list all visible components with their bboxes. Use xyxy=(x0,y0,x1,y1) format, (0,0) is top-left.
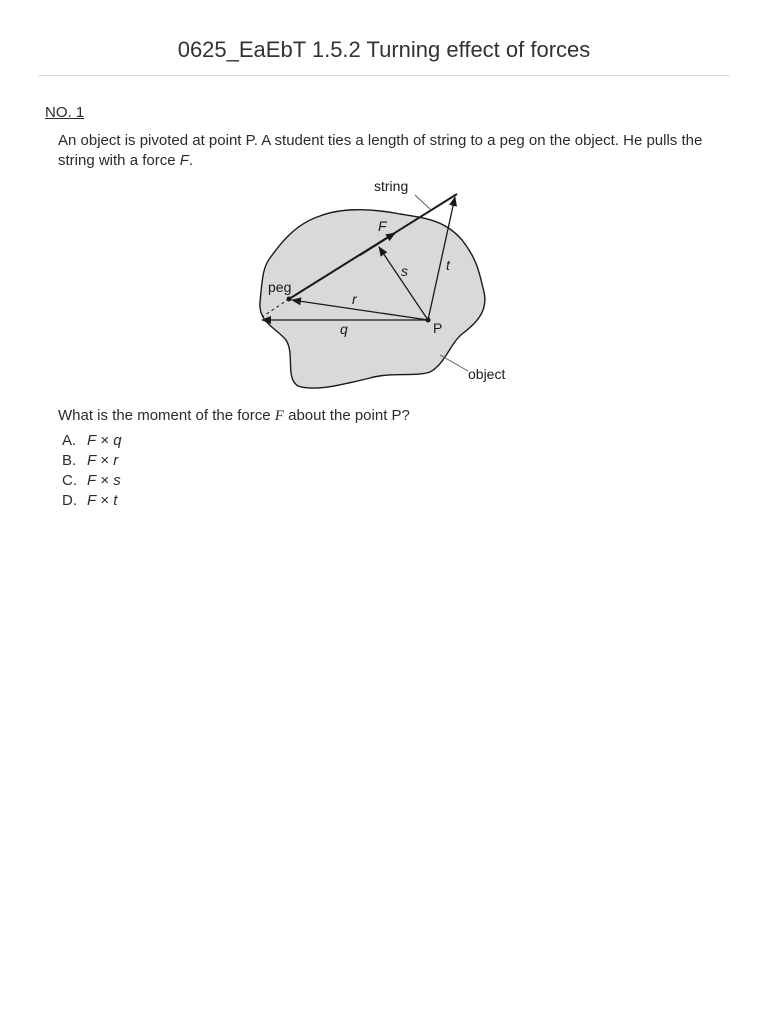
object-label: object xyxy=(468,366,506,382)
option-text xyxy=(87,451,118,471)
answer-options xyxy=(62,431,122,511)
t-label: t xyxy=(446,257,450,273)
option-distance: q xyxy=(113,432,122,449)
question-stem-text: An object is pivoted at point P. A student ties a length of string to a peg on the object. He pulls the string with a force xyxy=(58,132,703,169)
option-letter: C. xyxy=(62,472,77,489)
object-label-pointer xyxy=(440,355,468,371)
option-letter: B. xyxy=(62,452,77,469)
title-divider xyxy=(38,75,730,76)
option-force: F xyxy=(87,432,97,449)
question-stem-end: . xyxy=(188,152,194,169)
option-text xyxy=(87,431,122,451)
option-letter: A. xyxy=(62,432,77,449)
prompt-force: F xyxy=(274,408,284,424)
option-operator: × xyxy=(96,452,114,469)
pivot-point xyxy=(426,318,431,323)
option-distance: s xyxy=(113,472,121,489)
peg-label: peg xyxy=(268,279,292,295)
option-force: F xyxy=(87,492,97,509)
option-d[interactable] xyxy=(62,491,122,511)
option-distance: t xyxy=(113,492,118,509)
pivot-diagram xyxy=(240,172,540,402)
option-c[interactable] xyxy=(62,471,122,491)
option-a[interactable] xyxy=(62,431,122,451)
option-letter: D. xyxy=(62,492,77,509)
prompt-text: What is the moment of the force xyxy=(58,407,275,424)
option-b[interactable] xyxy=(62,451,122,471)
page-title: 0625_EaEbT 1.5.2 Turning effect of forces xyxy=(177,37,591,62)
option-operator: × xyxy=(96,472,114,489)
option-distance: r xyxy=(113,452,119,469)
string-label: string xyxy=(374,178,409,194)
string-label-pointer xyxy=(415,195,430,209)
s-label: s xyxy=(401,263,408,279)
option-force: F xyxy=(87,452,97,469)
option-operator: × xyxy=(96,432,114,449)
r-label: r xyxy=(352,291,357,307)
question-stem xyxy=(58,131,718,171)
prompt-text-end: about the point P? xyxy=(283,407,410,424)
option-force: F xyxy=(87,472,97,489)
force-label: F xyxy=(378,218,387,234)
option-operator: × xyxy=(96,492,114,509)
peg-point xyxy=(287,297,292,302)
pivot-label: P xyxy=(433,320,443,336)
q-label: q xyxy=(340,321,348,337)
option-text xyxy=(87,471,121,491)
option-text xyxy=(87,491,117,511)
question-prompt xyxy=(58,406,410,426)
question-number[interactable]: NO. 1 xyxy=(45,104,85,121)
question-stem-force: F xyxy=(179,152,189,169)
